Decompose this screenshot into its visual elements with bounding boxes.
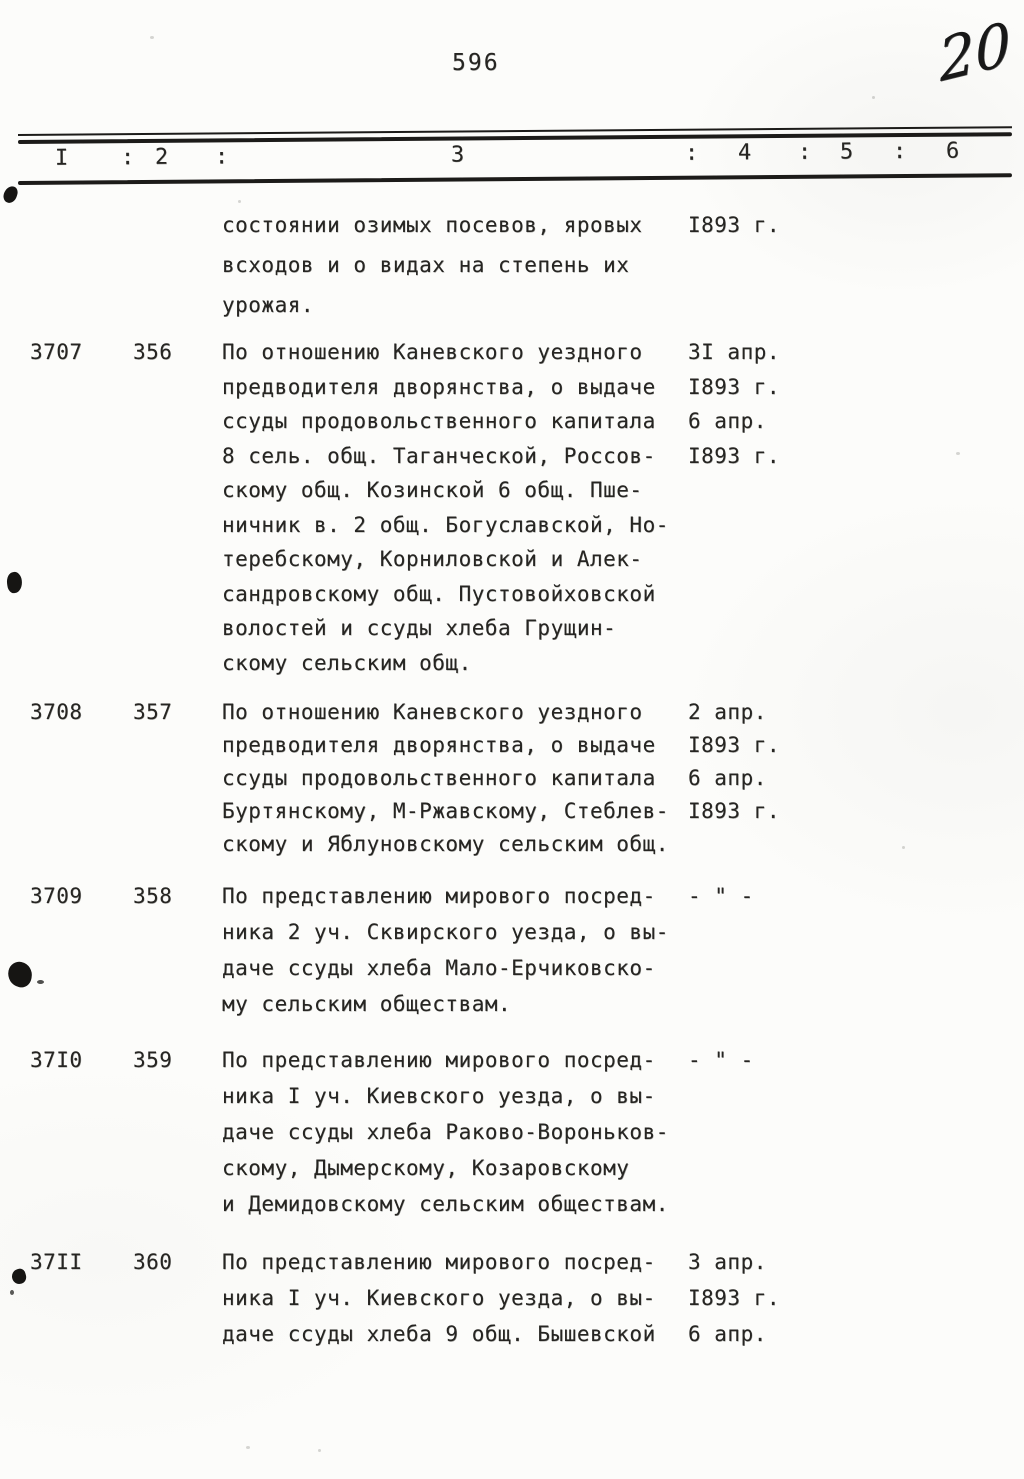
entry-date-line: I893 г.: [688, 733, 781, 757]
paper-speck: [872, 96, 875, 99]
column-header-6: 6: [945, 138, 960, 164]
paper-speck: [902, 846, 905, 849]
entry-description-line: скому и Яблуновскому сельским общ.: [222, 832, 669, 856]
paper-speck: [238, 200, 241, 203]
column-separator: :: [797, 139, 812, 165]
paper-speck: [150, 36, 154, 39]
entry-description-line: состоянии озимых посевов, яровых: [222, 213, 643, 237]
column-header-5: 5: [839, 139, 854, 165]
entry-ordinal: 356: [133, 340, 173, 364]
entry-date-line: 6 апр.: [688, 409, 767, 433]
entry-description-line: скому общ. Козинской 6 общ. Пше-: [222, 478, 643, 502]
entry-date-line: - " -: [688, 1048, 754, 1072]
entry-description-line: волостей и ссуды хлеба Грущин-: [222, 616, 617, 640]
handwritten-folio-number: 20: [936, 8, 1014, 96]
entry-date-line: I893 г.: [688, 443, 781, 468]
entry-description-line: сандровскому общ. Пустовойховской: [222, 581, 656, 606]
entry-date-line: I893 г.: [688, 799, 781, 823]
entry-description-line: теребскому, Корниловской и Алек-: [222, 547, 643, 571]
entry-description-line: предводителя дворянства, о выдаче: [222, 374, 656, 399]
entry-description-line: Буртянскому, М-Ржавскому, Стеблев-: [222, 799, 669, 823]
entry-description-line: урожая.: [222, 293, 315, 317]
entry-description: [222, 884, 669, 1028]
entry-description-line: По отношению Каневского уездного: [222, 700, 643, 724]
entry-number: 37II: [30, 1250, 83, 1274]
paper-speck: [246, 1446, 250, 1449]
column-header-4: 4: [737, 140, 752, 166]
entry-description-line: даче ссуды хлеба Мало-Ерчиковско-: [222, 956, 656, 980]
entry-description-line: 8 сель. общ. Таганческой, Россов-: [222, 443, 656, 468]
table-header-bottom-rule: [18, 173, 1012, 185]
entry-description-line: скому, Дымерскому, Козаровскому: [222, 1156, 630, 1180]
entry-description-line: ника I уч. Киевского уезда, о вы-: [222, 1286, 656, 1310]
ink-blot: [10, 1267, 27, 1285]
paper-speck: [318, 1449, 321, 1452]
entry-description-line: предводителя дворянства, о выдаче: [222, 733, 656, 757]
entry-date-line: I893 г.: [688, 374, 781, 399]
column-separator: :: [892, 139, 907, 165]
entry-date-line: 3 апр.: [688, 1250, 767, 1274]
entry-description-line: По отношению Каневского уездного: [222, 340, 643, 364]
ink-blot: [6, 960, 35, 989]
entry-date-line: 6 апр.: [688, 766, 767, 790]
ink-blot: [6, 571, 24, 594]
column-separator: :: [120, 145, 135, 171]
entry-description: [222, 1048, 669, 1228]
entry-number: 3708: [30, 700, 83, 724]
entry-description: [222, 213, 643, 333]
ink-speck: [37, 980, 44, 984]
entry-description-line: му сельским обществам.: [222, 992, 512, 1016]
entry-date-line: I893 г.: [688, 213, 781, 237]
entry-description-line: даче ссуды хлеба Раково-Вороньков-: [222, 1120, 669, 1144]
entry-description-line: всходов и о видах на степень их: [222, 253, 630, 277]
paper-speck: [956, 452, 960, 455]
column-separator: :: [214, 144, 229, 170]
entry-ordinal: 358: [133, 884, 173, 908]
entry-ordinal: 359: [133, 1048, 173, 1072]
entry-description: [222, 1250, 656, 1358]
entry-description-line: ссуды продовольственного капитала: [222, 409, 656, 433]
entry-ordinal: 360: [133, 1250, 173, 1274]
entry-dates: [688, 884, 754, 920]
column-separator: :: [684, 140, 699, 166]
entry-description-line: и Демидовскому сельским обществам.: [222, 1192, 669, 1216]
entry-number: 37I0: [30, 1048, 83, 1072]
table-header-row: [18, 138, 1012, 176]
entry-dates: [688, 1048, 754, 1084]
entry-description-line: ника I уч. Киевского уезда, о вы-: [222, 1084, 656, 1108]
entry-dates: [688, 1250, 780, 1358]
entry-date-line: - " -: [688, 884, 754, 908]
column-header-3: 3: [450, 142, 465, 168]
ink-speck: [10, 1290, 14, 1295]
entry-description-line: скому сельским общ.: [222, 650, 472, 675]
entry-description: [222, 700, 669, 865]
entry-date-line: 6 апр.: [688, 1322, 767, 1346]
entry-number: 3709: [30, 884, 83, 908]
entry-description-line: ничник в. 2 общ. Богуславской, Но-: [222, 512, 669, 537]
entry-dates: [688, 213, 780, 253]
entry-date-line: 2 апр.: [688, 700, 767, 724]
entry-description-line: даче ссуды хлеба 9 общ. Бышевской: [222, 1322, 656, 1346]
entry-description-line: По представлению мирового посред-: [222, 1250, 656, 1274]
entry-number: 3707: [30, 340, 83, 364]
entry-description-line: ссуды продовольственного капитала: [222, 766, 656, 790]
entry-date-line: I893 г.: [688, 1286, 781, 1310]
page-number: 596: [452, 50, 500, 76]
entry-description-line: ника 2 уч. Сквирского уезда, о вы-: [222, 920, 669, 944]
entry-ordinal: 357: [133, 700, 173, 724]
ink-blot: [2, 184, 20, 204]
entry-description-line: По представлению мирового посред-: [222, 1048, 656, 1072]
entry-dates: [688, 340, 780, 478]
column-header-2: 2: [154, 144, 169, 170]
entry-description-line: По представлению мирового посред-: [222, 884, 656, 908]
column-header-1: I: [54, 145, 69, 171]
entry-description: [222, 340, 669, 685]
entry-date-line: 3I апр.: [688, 340, 781, 364]
entry-dates: [688, 700, 780, 832]
